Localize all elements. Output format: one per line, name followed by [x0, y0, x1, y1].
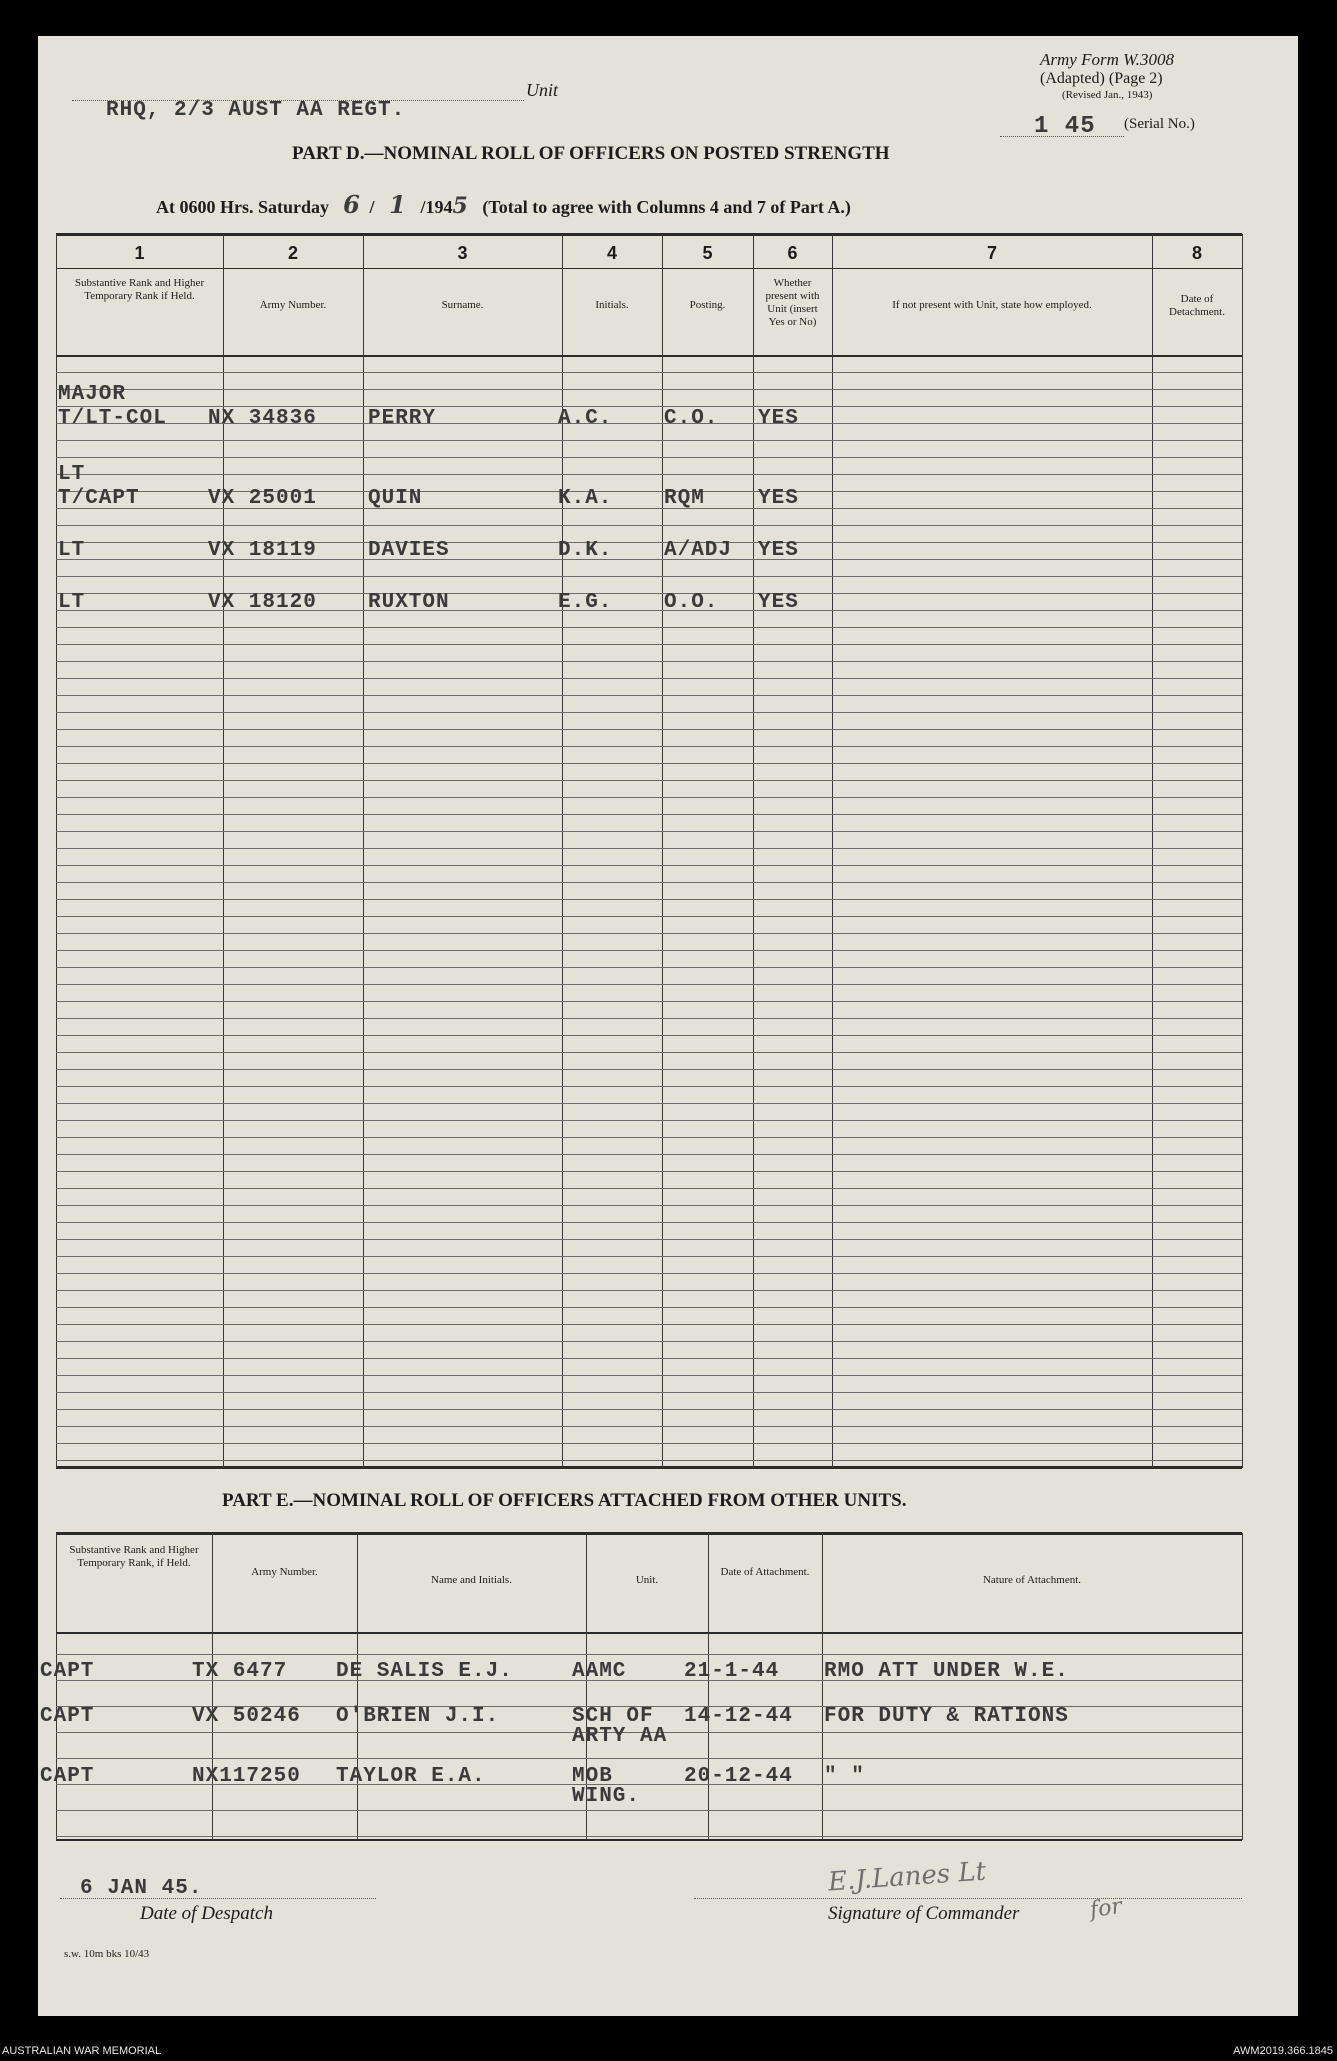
- part-e-column-header: Nature of Attachment.: [982, 1574, 1082, 1586]
- attached-rank: CAPT: [40, 1705, 95, 1728]
- signature-dotline: [694, 1898, 1242, 1899]
- part-e-column-header: Army Number.: [251, 1566, 318, 1578]
- part-d-ruled-line: [56, 1154, 1242, 1155]
- part-e-ruled-line: [56, 1836, 1242, 1837]
- part-d-col-line: [832, 234, 833, 1468]
- print-code: s.w. 10m bks 10/43: [64, 1948, 150, 1960]
- column-header: Initials.: [595, 299, 629, 311]
- attached-name: O'BRIEN J.I.: [336, 1705, 500, 1728]
- column-number: 4: [606, 243, 617, 263]
- part-d-ruled-line: [56, 1120, 1242, 1121]
- part-d-ruled-line: [56, 882, 1242, 883]
- part-d-ruled-line: [56, 712, 1242, 713]
- part-d-ruled-line: [56, 1426, 1242, 1427]
- column-header: If not present with Unit, state how employed.: [892, 299, 1092, 311]
- rank-top: MAJOR: [58, 383, 127, 406]
- part-d-ruled-line: [56, 916, 1242, 917]
- part-d-ruled-line: [56, 780, 1242, 781]
- part-d-ruled-line: [56, 1137, 1242, 1138]
- part-e-header-border: [56, 1632, 1242, 1634]
- initials: A.C.: [558, 407, 613, 430]
- part-d-ruled-line: [56, 678, 1242, 679]
- part-d-ruled-line: [56, 1392, 1242, 1393]
- part-d-ruled-line: [56, 1018, 1242, 1019]
- column-header: Surname.: [441, 299, 484, 311]
- column-number: 6: [787, 243, 798, 263]
- attachment-nature: " ": [824, 1765, 865, 1788]
- part-d-ruled-line: [56, 814, 1242, 815]
- posting: C.O.: [664, 407, 719, 430]
- part-d-numbers-border: [56, 268, 1242, 269]
- part-d-ruled-line: [56, 797, 1242, 798]
- part-d-ruled-line: [56, 1460, 1242, 1461]
- column-number: 2: [287, 243, 298, 263]
- part-e-col-line: [822, 1533, 823, 1840]
- attached-rank: CAPT: [40, 1765, 95, 1788]
- signature-label: Signature of Commander: [828, 1903, 1020, 1924]
- column-header: Army Number.: [259, 299, 327, 311]
- part-d-ruled-line: [56, 899, 1242, 900]
- column-number: 1: [134, 243, 145, 263]
- army-number: VX 18119: [208, 539, 317, 562]
- rank-top: LT: [58, 463, 86, 486]
- part-d-ruled-line: [56, 695, 1242, 696]
- total-text: (Total to agree with Columns 4 and 7 of Part A.): [482, 197, 851, 217]
- part-d-ruled-line: [56, 1341, 1242, 1342]
- part-d-col-line: [753, 234, 754, 1468]
- part-d-ruled-line: [56, 474, 1242, 475]
- attachment-date: 20-12-44: [684, 1765, 793, 1788]
- part-e-ruled-line: [56, 1758, 1242, 1759]
- part-d-ruled-line: [56, 1409, 1242, 1410]
- serial-value: 1 45: [1034, 113, 1096, 140]
- despatch-label: Date of Despatch: [140, 1903, 273, 1924]
- part-d-ruled-line: [56, 1188, 1242, 1189]
- part-d-col-line: [56, 234, 57, 1468]
- posting: A/ADJ: [664, 539, 733, 562]
- part-d-ruled-line: [56, 440, 1242, 441]
- part-d-ruled-line: [56, 372, 1242, 373]
- part-e-bottom-border: [56, 1839, 1242, 1841]
- part-d-ruled-line: [56, 1273, 1242, 1274]
- footer-right: AWM2019.366.1845: [1233, 2045, 1333, 2057]
- attached-unit-line2: WING.: [572, 1785, 641, 1808]
- part-d-ruled-line: [56, 1222, 1242, 1223]
- part-d-ruled-line: [56, 1103, 1242, 1104]
- part-d-header-border: [56, 355, 1242, 357]
- attached-name: DE SALIS E.J.: [336, 1660, 513, 1683]
- part-d-ruled-line: [56, 1256, 1242, 1257]
- part-d-ruled-line: [56, 1239, 1242, 1240]
- part-d-ruled-line: [56, 1086, 1242, 1087]
- attached-rank: CAPT: [40, 1660, 95, 1683]
- attached-army-number: TX 6477: [192, 1660, 288, 1683]
- part-d-ruled-line: [56, 831, 1242, 832]
- part-d-ruled-line: [56, 950, 1242, 951]
- attachment-date: 14-12-44: [684, 1705, 793, 1728]
- column-header: Substantive Rank and Higher Temporary Rank if Held.: [74, 277, 205, 302]
- form-id: Army Form W.3008: [1040, 50, 1174, 69]
- posting: O.O.: [664, 591, 719, 614]
- part-d-date-line: At 0600 Hrs. Saturday 6 / 1 /1945 (Total to agree with Columns 4 and 7 of Part A.): [156, 190, 851, 219]
- part-e-column-header: Substantive Rank and Higher Temporary Rank, if Held.: [69, 1544, 199, 1569]
- part-d-ruled-line: [56, 1001, 1242, 1002]
- army-number: VX 25001: [208, 487, 317, 510]
- initials: D.K.: [558, 539, 613, 562]
- despatch-dotline: [60, 1898, 376, 1899]
- attachment-date: 21-1-44: [684, 1660, 780, 1683]
- part-d-ruled-line: [56, 1324, 1242, 1325]
- part-d-ruled-line: [56, 389, 1242, 390]
- part-d-ruled-line: [56, 1171, 1242, 1172]
- attached-unit: MOB: [572, 1765, 613, 1788]
- at-text: At 0600 Hrs. Saturday: [156, 197, 330, 217]
- part-d-ruled-line: [56, 627, 1242, 628]
- part-d-ruled-line: [56, 644, 1242, 645]
- surname: RUXTON: [368, 591, 450, 614]
- unit-value: RHQ, 2/3 AUST AA REGT.: [106, 99, 406, 122]
- surname: DAVIES: [368, 539, 450, 562]
- initials: K.A.: [558, 487, 613, 510]
- column-number: 5: [702, 243, 713, 263]
- part-d-ruled-line: [56, 1358, 1242, 1359]
- part-e-col-line: [1242, 1533, 1243, 1840]
- unit-label: Unit: [526, 80, 559, 100]
- part-d-ruled-line: [56, 865, 1242, 866]
- column-number: 8: [1191, 243, 1202, 263]
- attachment-nature: FOR DUTY & RATIONS: [824, 1705, 1069, 1728]
- part-e-title: PART E.—NOMINAL ROLL OF OFFICERS ATTACHED FROM OTHER UNITS.: [222, 1490, 907, 1511]
- part-e-column-header: Date of Attachment.: [720, 1566, 810, 1578]
- part-e-col-line: [212, 1533, 213, 1840]
- part-d-ruled-line: [56, 457, 1242, 458]
- part-d-ruled-line: [56, 933, 1242, 934]
- part-d-ruled-line: [56, 1290, 1242, 1291]
- part-d-col-line: [363, 234, 364, 1468]
- present: YES: [758, 591, 799, 614]
- date-month: 1: [389, 190, 406, 219]
- surname: QUIN: [368, 487, 423, 510]
- footer-left: AUSTRALIAN WAR MEMORIAL: [2, 2045, 162, 2057]
- part-d-ruled-line: [56, 729, 1242, 730]
- part-d-ruled-line: [56, 1052, 1242, 1053]
- signature-suffix: for: [1088, 1893, 1124, 1924]
- column-number: 7: [986, 243, 997, 263]
- attachment-nature: RMO ATT UNDER W.E.: [824, 1660, 1069, 1683]
- attached-unit: SCH OF: [572, 1705, 654, 1728]
- part-e-column-header: Name and Initials.: [431, 1574, 512, 1586]
- date-year-digit: 5: [452, 193, 468, 219]
- part-d-ruled-line: [56, 746, 1242, 747]
- part-d-ruled-line: [56, 848, 1242, 849]
- attached-army-number: VX 50246: [192, 1705, 301, 1728]
- column-header: Date of Detachment.: [1169, 293, 1225, 318]
- rank: T/CAPT: [58, 487, 140, 510]
- army-number: VX 18120: [208, 591, 317, 614]
- attached-unit-line2: ARTY AA: [572, 1725, 668, 1748]
- part-d-ruled-line: [56, 661, 1242, 662]
- part-d-ruled-line: [56, 1307, 1242, 1308]
- part-d-title: PART D.—NOMINAL ROLL OF OFFICERS ON POSTED STRENGTH: [292, 143, 890, 164]
- part-d-bottom-border: [56, 1466, 1242, 1469]
- part-d-ruled-line: [56, 1205, 1242, 1206]
- part-e-ruled-line: [56, 1810, 1242, 1811]
- date-year: 194: [425, 197, 453, 217]
- part-d-ruled-line: [56, 576, 1242, 577]
- column-header: Whether present with Unit (insert Yes or No): [765, 277, 820, 328]
- signature-text: E.J.Lanes Lt: [827, 1856, 987, 1898]
- despatch-value: 6 JAN 45.: [80, 1877, 203, 1900]
- part-d-ruled-line: [56, 763, 1242, 764]
- rank: T/LT-COL: [58, 407, 167, 430]
- form-adapted: (Adapted) (Page 2): [1040, 70, 1163, 87]
- rank: LT: [58, 539, 86, 562]
- part-d-ruled-line: [56, 984, 1242, 985]
- posting: RQM: [664, 487, 705, 510]
- serial-label: (Serial No.): [1124, 116, 1195, 132]
- part-d-col-line: [1152, 234, 1153, 1468]
- part-d-col-line: [662, 234, 663, 1468]
- initials: E.G.: [558, 591, 613, 614]
- part-d-ruled-line: [56, 967, 1242, 968]
- part-d-ruled-line: [56, 1375, 1242, 1376]
- part-d-ruled-line: [56, 1069, 1242, 1070]
- part-d-ruled-line: [56, 1443, 1242, 1444]
- present: YES: [758, 539, 799, 562]
- part-e-col-line: [357, 1533, 358, 1840]
- part-e-col-line: [708, 1533, 709, 1840]
- attached-unit: AAMC: [572, 1660, 627, 1683]
- part-e-column-header: Unit.: [635, 1574, 659, 1586]
- rank: LT: [58, 591, 86, 614]
- part-e-col-line: [56, 1533, 57, 1840]
- part-e-top-border: [56, 1532, 1242, 1535]
- part-d-col-line: [1242, 234, 1243, 1468]
- date-day: 6: [343, 190, 360, 219]
- present: YES: [758, 487, 799, 510]
- part-d-ruled-line: [56, 1035, 1242, 1036]
- part-d-ruled-line: [56, 525, 1242, 526]
- surname: PERRY: [368, 407, 437, 430]
- attached-army-number: NX117250: [192, 1765, 301, 1788]
- form-revised: (Revised Jan., 1943): [1062, 89, 1153, 101]
- present: YES: [758, 407, 799, 430]
- part-d-top-border: [56, 233, 1242, 236]
- army-number: NX 34836: [208, 407, 317, 430]
- part-e-ruled-line: [56, 1654, 1242, 1655]
- attached-name: TAYLOR E.A.: [336, 1765, 486, 1788]
- column-header: Posting.: [689, 299, 726, 311]
- column-number: 3: [457, 243, 468, 263]
